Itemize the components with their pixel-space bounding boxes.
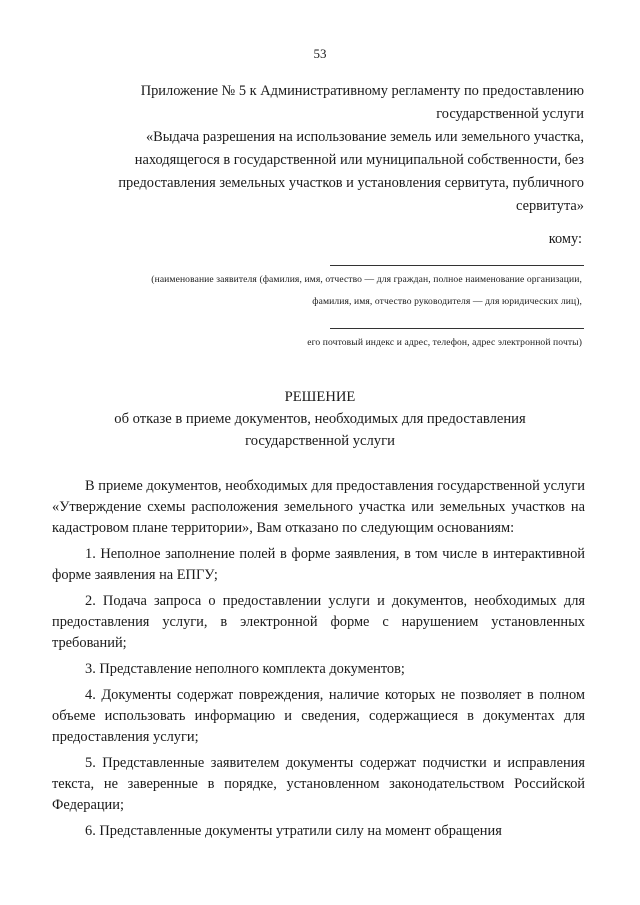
reason-item-6: 6. Представленные документы утратили силу на момент обращения — [85, 823, 502, 839]
appendix-line: государственной услуги — [436, 106, 584, 122]
appendix-line: Приложение № 5 к Административному регламенту по предоставлению — [140, 83, 584, 99]
recipient-caption-1: (наименование заявителя (фамилия, имя, отчество — для граждан, полное наименование организации, — [151, 274, 582, 285]
reason-item-5: 5. Представленные заявителем документы содержат подчистки и исправления текста, не заверенные в порядке, установленном законодательством Российской Федерации; — [52, 755, 585, 813]
recipient-name-line — [330, 265, 584, 266]
decision-subtitle-line-2: государственной услуги — [245, 433, 395, 449]
appendix-header — [90, 80, 584, 218]
appendix-line: сервитута» — [516, 198, 584, 214]
decision-subtitle-line-1: об отказе в приеме документов, необходимых для предоставления — [114, 411, 526, 427]
appendix-line: предоставления земельных участков и установления сервитута, публичного — [118, 175, 584, 191]
reason-item-1: 1. Неполное заполнение полей в форме заявления, в том числе в интерактивной форме заявления на ЕПГУ; — [52, 546, 585, 583]
reason-item-3: 3. Представление неполного комплекта документов; — [85, 661, 405, 677]
body-intro-paragraph: В приеме документов, необходимых для предоставления государственной услуги «Утверждение схемы расположения земельного участка или земельных участков на кадастровом плане территории», Вам отказано по следующим основаниям: — [52, 478, 585, 536]
decision-body — [52, 476, 585, 847]
reason-item-4: 4. Документы содержат повреждения, наличие которых не позволяет в полном объеме использовать информацию и сведения, содержащиеся в документах для предоставления услуги; — [52, 687, 585, 745]
appendix-line: находящегося в государственной или муниципальной собственности, без — [134, 152, 584, 168]
reason-item-2: 2. Подача запроса о предоставлении услуги и документов, необходимых для предоставления услуги, в электронной форме с нарушением установленных требований; — [52, 593, 585, 651]
decision-title: РЕШЕНИЕ — [284, 389, 356, 405]
recipient-to-label: кому: — [548, 231, 582, 247]
recipient-caption-2: фамилия, имя, отчество руководителя — для юридических лиц), — [312, 296, 582, 307]
appendix-line: «Выдача разрешения на использование земель или земельного участка, — [145, 129, 584, 145]
recipient-caption-3: его почтовый индекс и адрес, телефон, адрес электронной почты) — [307, 337, 582, 348]
page-number: 53 — [313, 46, 327, 61]
recipient-address-line — [330, 328, 584, 329]
